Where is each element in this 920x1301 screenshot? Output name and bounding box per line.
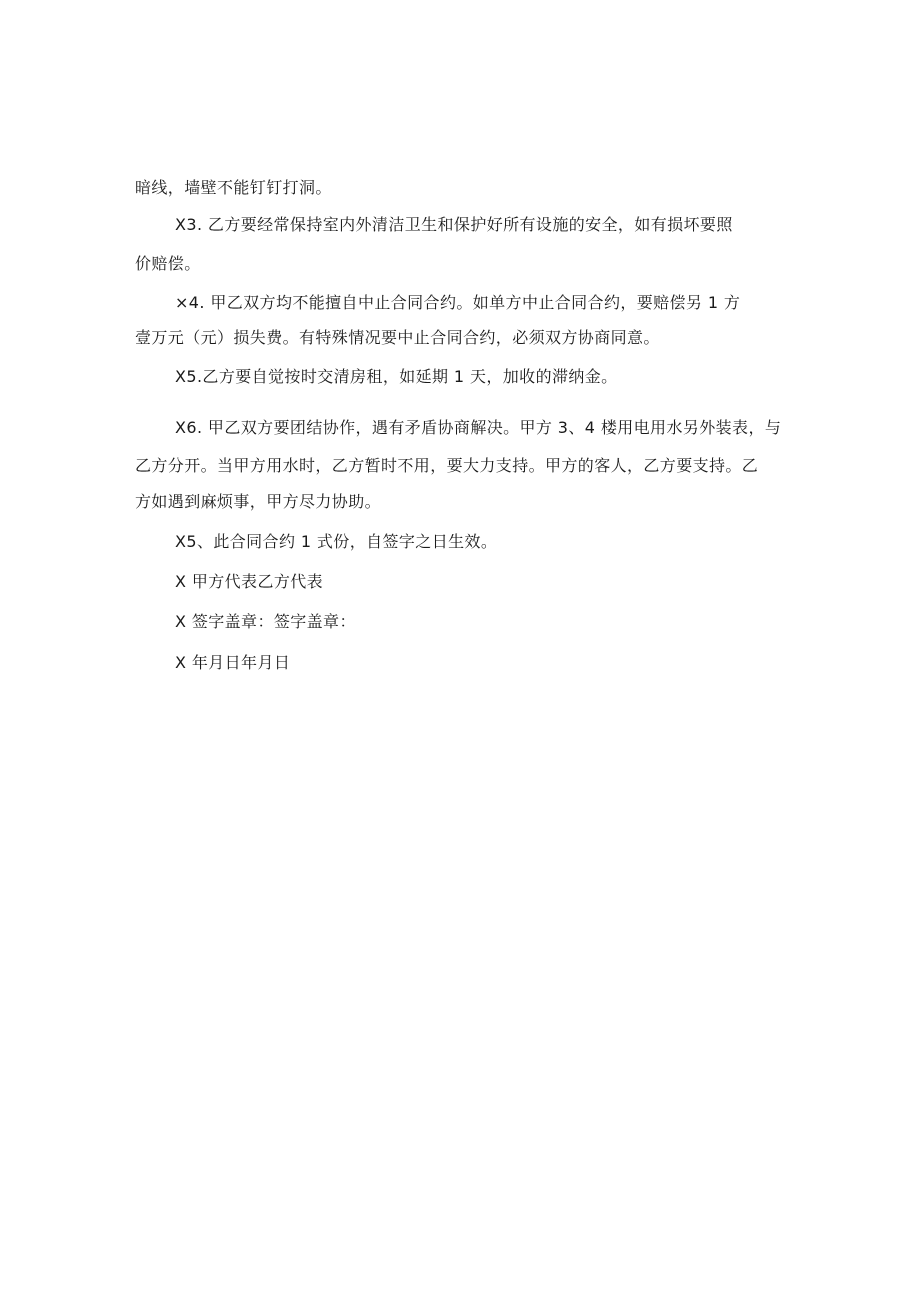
clause-6-line-2: 乙方分开。当甲方用水时，乙方暂时不用，要大力支持。甲方的客人，乙方要支持。乙 xyxy=(135,456,759,475)
clause-6-line-3: 方如遇到麻烦事，甲方尽力协助。 xyxy=(135,492,382,511)
clause-5-line-1: X5.乙方要自觉按时交清房租，如延期 1 天，加收的滞纳金。 xyxy=(175,367,618,386)
representatives-line: X 甲方代表乙方代表 xyxy=(175,572,324,591)
clause-6-line-1: X6. 甲乙双方要团结协作，遇有矛盾协商解决。甲方 3、4 楼用电用水另外装表，与 xyxy=(175,418,782,437)
clause-4-line-1: ×4. 甲乙双方均不能擅自中止合同合约。如单方中止合同合约，要赔偿另 1 方 xyxy=(175,293,741,312)
clause-3-line-1: X3. 乙方要经常保持室内外清洁卫生和保护好所有设施的安全，如有损坏要照 xyxy=(175,215,733,234)
clause-3-line-2: 价赔偿。 xyxy=(135,254,201,273)
signature-seal-line: X 签字盖章：签字盖章： xyxy=(175,612,356,631)
clause-4-line-2: 壹万元（元）损失费。有特殊情况要中止合同合约，必须双方协商同意。 xyxy=(135,328,660,347)
paragraph-1-line-1: 暗线，墙壁不能钉钉打洞。 xyxy=(135,178,332,197)
clause-effective-line: X5、此合同合约 1 式份，自签字之日生效。 xyxy=(175,532,498,551)
date-line: X 年月日年月日 xyxy=(175,653,291,672)
